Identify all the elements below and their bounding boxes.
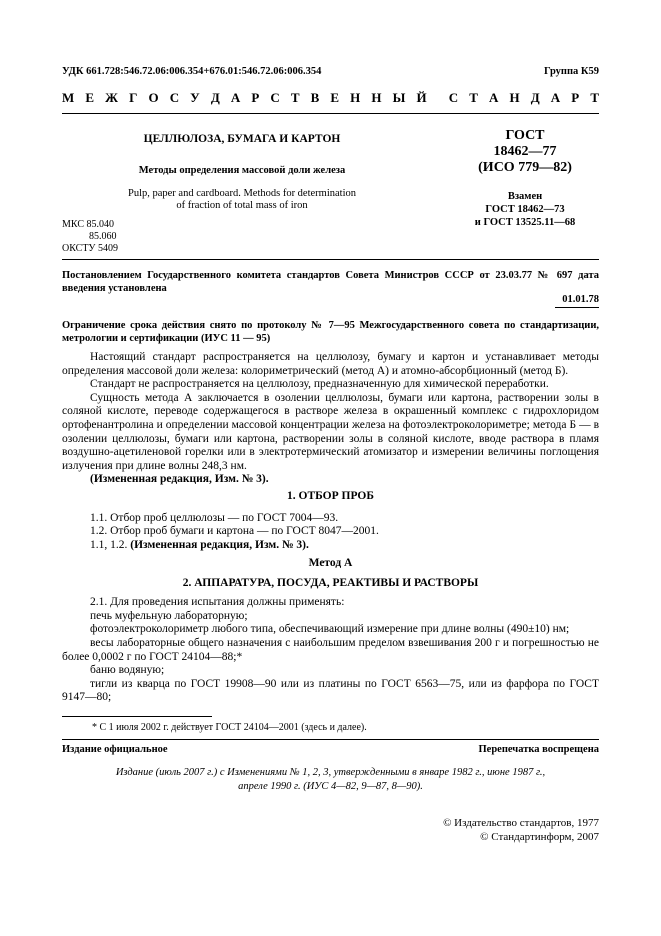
standard-banner-letter: Д (530, 90, 540, 105)
reprint-prohibited-label: Перепечатка воспрещена (478, 744, 599, 755)
section-1-change-note (62, 539, 599, 553)
standard-banner-letter: А (230, 90, 241, 105)
intro-section (62, 351, 599, 487)
standard-banner-letter: Й (416, 90, 427, 105)
standard-banner-letter: Н (509, 90, 520, 105)
okstu-code: ОКСТУ 5409 (62, 243, 119, 254)
classification-codes (62, 219, 118, 255)
standard-banner-letter: Г (129, 90, 138, 105)
copyright-block (443, 816, 599, 844)
standard-banner-letter: Т (590, 90, 599, 105)
intro-paragraph-2: Стандарт не распространяется на целлюлозу, предназначенную для химической переработки. (90, 378, 549, 391)
standard-banner-letter: О (148, 90, 159, 105)
header-rule (62, 259, 599, 260)
section-2-item-1: 2.1. Для проведения испытания должны применять: (90, 596, 345, 609)
mks-code-1: МКС 85.040 (62, 219, 114, 230)
official-edition-label: Издание официальное (62, 744, 168, 755)
standard-banner-letter: С (270, 90, 280, 105)
english-title-line-1: Pulp, paper and cardboard. Methods for determination (127, 188, 357, 199)
equipment-item-2: фотоэлектроколориметр любого типа, обеспечивающий измерение при длине волны (490±10) нм; (90, 623, 570, 636)
section-2-heading: 2. АППАРАТУРА, ПОСУДА, РЕАКТИВЫ И РАСТВОРЫ (182, 576, 479, 589)
standard-banner-letter: С (169, 90, 180, 105)
standard-banner-letter: А (550, 90, 561, 105)
udk-code: УДК 661.728:546.72.06:006.354+676.01:546.72.06:006.354 (62, 66, 322, 77)
section-1-change-bold: (Измененная редакция, Изм. № 3). (130, 538, 309, 551)
standard-banner-letter: Р (571, 90, 580, 105)
intro-paragraph-3: Сущность метода А заключается в озолении целлюлозы, бумаги или картона, растворении золы в соляной кислоте, переводе содержащегося в растворе железа в окрашенный комплекс с гидрохлоридом ортофенантролина и определении массовой концентрации железа на фотоэлектроколориметре; метода Б — в озолении целлюлозы, бумаги или картона, растворении золы в соляной кислоте, вводе раствора в пламя воздушно-ацетиленовой горелки или в электротермический атомизатор и измерении величины поглощения излучения при длине волны 248,3 нм. (62, 391, 599, 472)
english-title (62, 188, 422, 212)
replaced-standards (440, 190, 610, 229)
section-1-heading: 1. ОТБОР ПРОБ (287, 490, 374, 502)
footnote-text: * С 1 июля 2002 г. действует ГОСТ 24104—2001 (здесь и далее). (92, 722, 367, 733)
section-1-change-prefix: 1.1, 1.2. (90, 538, 128, 551)
edition-info-line-1: Издание (июль 2007 г.) с Изменениями № 1, 2, 3, утвержденными в январе 1982 г., июне 1987 г., (115, 767, 546, 778)
section-1 (62, 490, 599, 552)
decree-text: Постановлением Государственного комитета стандартов Совета Министров СССР от 23.03.77 № 697 дата введения установлена (62, 270, 599, 294)
standard-banner-letter: А (489, 90, 499, 105)
equipment-item-5: тигли из кварца по ГОСТ 19908—90 или из платины по ГОСТ 6563—75, или из фарфора по ГОСТ 9147—80; (62, 677, 599, 704)
intro-change-note: (Измененная редакция, Изм. № 3). (90, 473, 269, 486)
document-title: ЦЕЛЛЮЛОЗА, БУМАГА И КАРТОН (143, 133, 341, 145)
standard-banner-letter: Ы (392, 90, 406, 105)
top-rule (62, 113, 599, 114)
standard-banner-letter: Р (251, 90, 260, 105)
gost-label: ГОСТ (505, 128, 545, 143)
standard-banner-letter: Д (210, 90, 220, 105)
limitation-note: Ограничение срока действия снято по протоколу № 7—95 Межгосударственного совета по стандартизации, метрологии и сертификации (ИУС 11 — 95) (62, 320, 599, 344)
standard-banner (62, 90, 599, 106)
document-subtitle: Методы определения массовой доли железа (138, 165, 346, 176)
iso-id: (ИСО 779—82) (478, 160, 572, 175)
replace-label: Взамен (507, 191, 543, 202)
copyright-1: © Издательство стандартов, 1977 (443, 817, 599, 829)
standard-banner-letter: Н (350, 90, 361, 105)
standard-banner-letter: Ж (105, 90, 118, 105)
gost-id: 18462—77 (493, 144, 557, 159)
equipment-item-3: весы лабораторные общего назначения с наибольшим пределом взвешивания 200 г и погрешностью не более 0,0002 г по ГОСТ 24104—88;* (62, 636, 599, 663)
footnote-rule (62, 716, 212, 717)
mks-code-2: 85.060 (89, 231, 117, 242)
replace-1: ГОСТ 18462—73 (485, 204, 565, 215)
footnote (62, 722, 599, 733)
group-code: Группа К59 (543, 66, 599, 77)
standard-banner-letter: М (62, 90, 75, 105)
standard-banner-letter: Т (290, 90, 300, 105)
edition-info-line-2: апреле 1990 г. (ИУС 4—82, 9—87, 8—90). (238, 781, 423, 792)
date-underline (555, 307, 599, 308)
standard-banner-letter: Т (469, 90, 478, 105)
equipment-item-4: баню водяную; (90, 664, 165, 677)
method-a-label: Метод А (308, 557, 353, 569)
bottom-rule (62, 739, 599, 740)
standard-banner-letter: С (448, 90, 459, 105)
replace-2: и ГОСТ 13525.11—68 (474, 217, 576, 228)
intro-paragraph-1: Настоящий стандарт распространяется на целлюлозу, бумагу и картон и устанавливает методы определения массовой доли железа: колориметрический (метод А) и атомно-абсорбционный (метод Б). (62, 351, 599, 377)
standard-banner-letter: В (310, 90, 320, 105)
copyright-2: © Стандартинформ, 2007 (480, 831, 599, 843)
section-1-item-2: 1.2. Отбор проб бумаги и картона — по ГОСТ 8047—2001. (90, 525, 379, 538)
section-2 (62, 557, 599, 705)
effective-date: 01.01.78 (562, 294, 599, 305)
standard-banner-letter: Е (85, 90, 95, 105)
english-title-line-2: of fraction of total mass of iron (176, 200, 308, 211)
equipment-item-1: печь муфельную лабораторную; (90, 609, 248, 622)
gost-number (440, 128, 610, 176)
section-1-item-1: 1.1. Отбор проб целлюлозы — по ГОСТ 7004—93. (90, 511, 339, 524)
standard-banner-letter: У (190, 90, 200, 105)
standard-banner-letter: Е (330, 90, 340, 105)
edition-info (62, 766, 599, 794)
standard-banner-letter: Н (371, 90, 382, 105)
